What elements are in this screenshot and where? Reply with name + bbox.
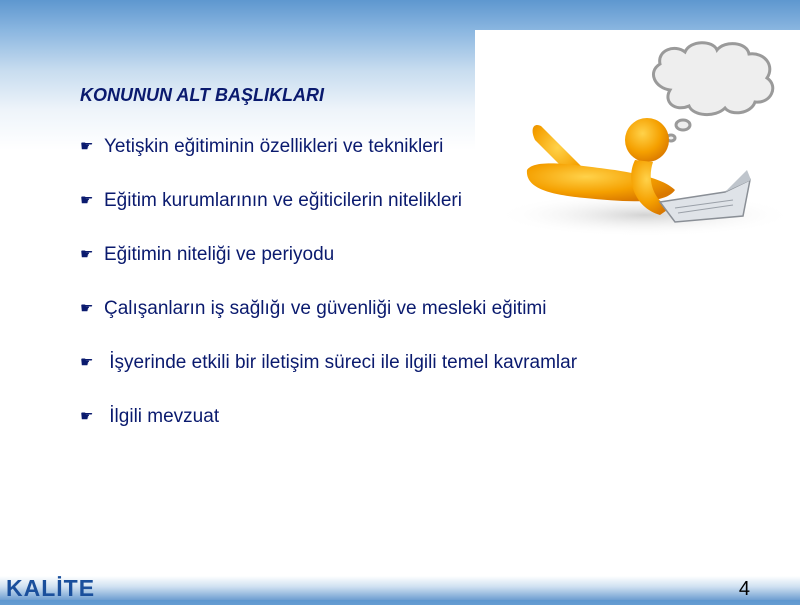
pointing-hand-icon: ☛ [80,138,94,155]
list-item-text: İlgili mevzuat [104,406,220,427]
pointing-hand-icon: ☛ [80,192,94,209]
pointing-hand-icon: ☛ [80,300,94,317]
list-item-text: Çalışanların iş sağlığı ve güvenliği ve mesleki eğitimi [104,298,547,319]
pointing-hand-icon: ☛ [80,408,94,425]
list-item [80,296,577,350]
slide-title: KONUNUN ALT BAŞLIKLARI [80,85,324,105]
kalite-logo [6,574,106,600]
list-item-text: İşyerinde etkili bir iletişim süreci ile ilgili temel kavramlar [104,352,578,373]
list-item [80,404,577,458]
pointing-hand-icon: ☛ [80,354,94,371]
person-laptop-thought-bubble-icon [475,30,800,260]
list-item-text: Yetişkin eğitiminin özellikleri ve teknikleri [104,136,444,157]
pointing-hand-icon: ☛ [80,246,94,263]
list-item-text: Eğitim kurumlarının ve eğiticilerin nitelikleri [104,190,462,211]
footer-bar [0,576,800,600]
page-number: 4 [738,578,750,600]
list-item-text: Eğitimin niteliği ve periyodu [104,244,335,265]
svg-text:KALİTE: KALİTE [6,575,96,600]
list-item [80,350,577,404]
person-laptop-illustration [475,30,800,260]
